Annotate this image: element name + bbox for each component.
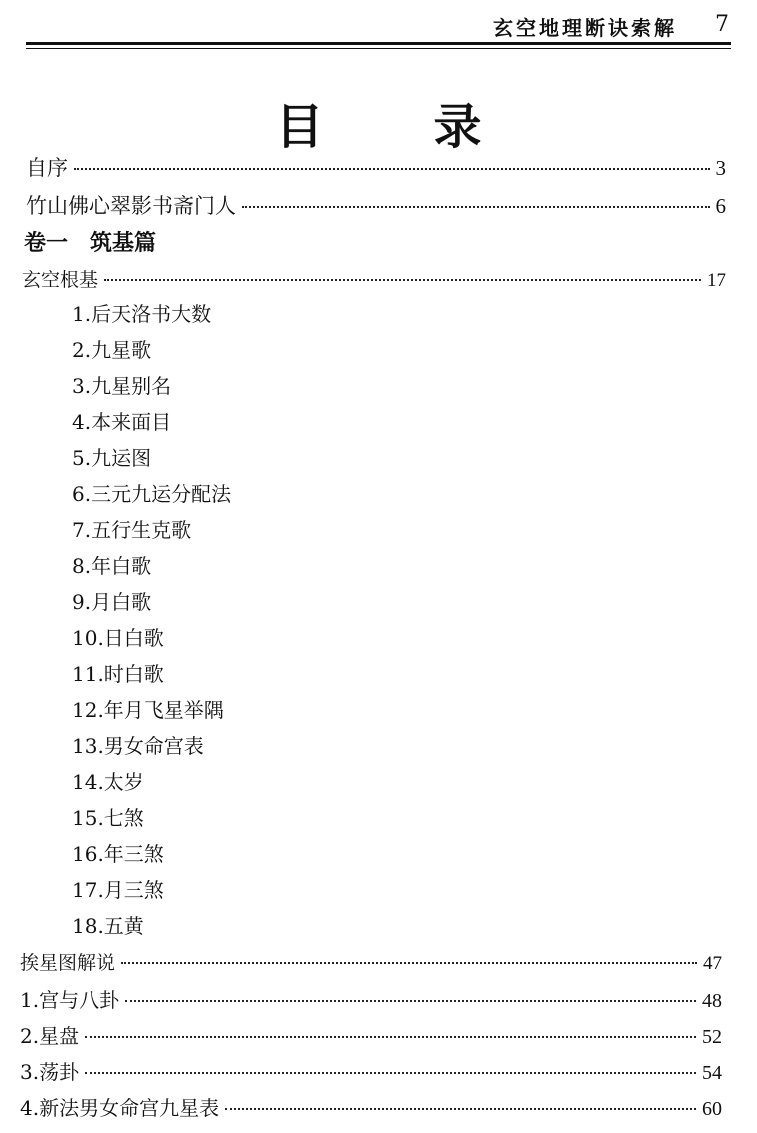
dot-leader	[225, 1108, 696, 1110]
dot-leader	[74, 168, 710, 170]
toc-entry[interactable]	[20, 984, 722, 1013]
dot-leader	[121, 962, 697, 964]
sub-item[interactable]: 8.年白歌	[72, 554, 152, 578]
sub-item[interactable]: 9.月白歌	[72, 590, 152, 614]
header-rule	[26, 42, 731, 45]
header-page-number: 7	[715, 12, 729, 37]
toc-entry[interactable]	[20, 1092, 722, 1121]
toc-entry-label: 挨星图解说	[20, 952, 116, 974]
page-title: 目录	[275, 99, 592, 155]
toc-entry[interactable]	[20, 1020, 722, 1049]
sub-item[interactable]: 12.年月飞星举隅	[72, 698, 224, 722]
chapter-heading: 卷一 筑基篇	[24, 231, 157, 256]
toc-entry-label: 竹山佛心翠影书斋门人	[26, 194, 236, 218]
sub-item[interactable]: 1.后天洛书大数	[72, 302, 212, 326]
dot-leader	[104, 279, 701, 281]
sub-item[interactable]: 6.三元九运分配法	[72, 482, 232, 506]
toc-entry-page: 6	[715, 194, 726, 218]
toc-entry[interactable]	[20, 1056, 722, 1085]
toc-entry-page: 60	[702, 1098, 722, 1120]
toc-entry-page: 3	[715, 156, 726, 180]
toc-entry-preface[interactable]	[26, 152, 726, 182]
sub-item[interactable]: 17.月三煞	[72, 878, 164, 902]
toc-entry-page: 54	[702, 1062, 722, 1084]
sub-item[interactable]: 10.日白歌	[72, 626, 164, 650]
toc-entry-page: 47	[703, 953, 722, 974]
sub-item[interactable]: 7.五行生克歌	[72, 518, 192, 542]
sub-item[interactable]: 11.时白歌	[72, 662, 164, 686]
toc-entry-page: 48	[702, 990, 722, 1012]
header-rule-thin	[26, 48, 731, 49]
sub-item[interactable]: 14.太岁	[72, 770, 144, 794]
dot-leader	[242, 206, 710, 208]
sub-item[interactable]: 5.九运图	[72, 446, 152, 470]
sub-item[interactable]: 2.九星歌	[72, 338, 152, 362]
toc-entry-page: 17	[707, 270, 726, 291]
toc-entry-disciples[interactable]	[26, 190, 726, 220]
book-title: 玄空地理断诀索解	[493, 16, 677, 40]
sub-item[interactable]: 3.九星别名	[72, 374, 172, 398]
toc-entry-star-chart[interactable]	[20, 948, 722, 975]
toc-entry-section[interactable]	[22, 265, 726, 292]
dot-leader	[125, 1000, 696, 1002]
toc-entry-label: 玄空根基	[22, 269, 99, 291]
toc-entry-label: 2.星盘	[20, 1024, 80, 1048]
sub-item[interactable]: 4.本来面目	[72, 410, 172, 434]
toc-entry-label: 3.荡卦	[20, 1060, 80, 1084]
sub-item[interactable]: 15.七煞	[72, 806, 144, 830]
toc-entry-label: 1.宫与八卦	[20, 988, 120, 1012]
dot-leader	[85, 1072, 696, 1074]
dot-leader	[85, 1036, 696, 1038]
toc-entry-label: 4.新法男女命宫九星表	[20, 1096, 220, 1120]
sub-item[interactable]: 16.年三煞	[72, 842, 164, 866]
toc-entry-page: 52	[702, 1026, 722, 1048]
toc-entry-label: 自序	[26, 156, 68, 180]
running-header	[26, 0, 731, 56]
sub-item[interactable]: 18.五黄	[72, 914, 144, 938]
sub-item[interactable]: 13.男女命宫表	[72, 734, 204, 758]
